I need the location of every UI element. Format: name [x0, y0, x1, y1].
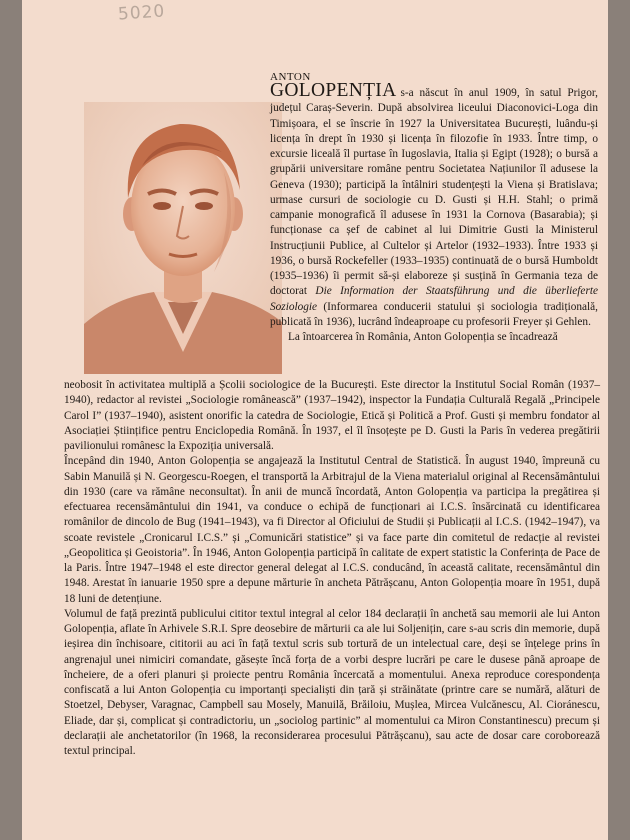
- author-portrait: [84, 102, 282, 374]
- bio-paragraph-1-end: (Informarea conducerii statului și sociologia tradițională, publicată în 1936), lucrând îndeaproape cu profesorii Freyer și Gehlen.: [270, 300, 599, 328]
- author-surname: GOLOPENȚIA: [270, 80, 397, 101]
- bio-full-width: [64, 378, 600, 759]
- thesis-title: Die Information der Staatsführung und die überlieferte Soziologie: [270, 285, 598, 313]
- bio-paragraph-1-text: s-a născut în anul 1909, în satul Prigor, județul Caraș-Severin. După absolvirea liceului Diaconovici-Loga din Timișoara, el se înscrie în 1927 la Universitatea București, luându-și licența în drept în 1930 și licența în filozofie în 1933. Între timp, o excursie liceală îl purtase în Iugoslavia, Italia și Egipt (1928); o bursă a grupării universitare române pentru Societatea Națiunilor îl adusese la Geneva (1930); participă la întâlniri studențești la Viena și Bratislava; urmase cursuri de sociologie cu D. Gusti și H.H. Stahl; o primă campanie monografică îl adusese în 1931 la Cornova (Basarabia); și funcționase ca șef de cabinet al lui Dimitrie Gusti la Ministerul Instrucțiunii Publice, al Cultelor și Artelor (1932–1933). Între 1933 și 1936, o bursă Rockefeller (1933–1935) continuată de o bursă Humboldt (1935–1936) îi permit să-și elaboreze și susțină în Germania teza de doctorat: [270, 87, 598, 298]
- portrait-photo: [84, 102, 282, 374]
- bio-paragraph-4: Volumul de față prezintă publicului cititor textul integral al celor 184 declarații în anchetă sau memorii ale lui Anton Golopenția, aflate în Arhivele S.R.I. Spre deosebire de mărturii ca ale lui Soljenițin, care s-au scris din memorie, după ieșirea din închisoare, cititorii au aci în față textul scris sub tortură de un intelectual care, deși se înțelege prins în angrenajul unei nimiciri comandate, găsește încă forța de a vorbi despre lucrări pe care le dusese până aproape de încheiere, de a oferi planuri și proiecte pentru România încercată a momentului. Anexa reproduce corespondența confiscată a lui Anton Golopenția cu importanți specialiști din țară și străinătate (printre care se numără, alături de Stoetzel, Debyser, Varagnac, Campbell sau Mosely, Manuilă, Brăiloiu, Mușlea, Mircea Vulcănescu, Al. Cioránescu, Eliade, dar și, complicat și contradictoriu, un „sociolog partinic” al momentului ca Miron Constantinescu) precum și declarații ale anchetatorilor (în 1968, la reconsiderarea procesului Pătrășcanu), sau acte de dosar care coroborează textul principal.: [64, 607, 600, 757]
- handwritten-number: 5020: [117, 1, 166, 25]
- author-first-name: ANTON: [270, 71, 311, 83]
- book-back-cover: [22, 0, 608, 840]
- bio-paragraph-2-start: La întoarcerea în România, Anton Golopenția se încadrează: [288, 331, 558, 343]
- bio-paragraph-2-rest: neobosit în activitatea multiplă a Școlii sociologice de la București. Este director la Institutul Social Român (1937–1940), redactor al revistei „Sociologie românească” (1937–1942), inspector la Fundația Culturală Regală „Principele Carol I” (1937–1940), asistent onorific la catedra de Sociologie, Etică și Politică a Prof. Gusti și membru fondator al Asociației Științifice pentru Enciclopedia Română. În 1937, el îl însoțește pe D. Gusti la Paris în vederea pregătirii pavilionului românesc la Expoziția universală.: [64, 379, 600, 452]
- bio-paragraph-3: Începând din 1940, Anton Golopenția se angajează la Institutul Central de Statistică. În august 1940, împreună cu Sabin Manuilă și N. Georgescu-Roegen, el transportă la Arbitrajul de la Viena materialul original al Recensământului din 1930 (care va rămâne neconsultat). În anii de muncă încordată, Anton Golopenția va participa la pregătirea și efectuarea recensământului din 1941, va conduce o echipă de funcționari ai I.C.S. însărcinată cu identificarea românilor de dincolo de Bug (1941–1943), va fi Director al Oficiului de Studii și Publicații al I.C.S. (1942–1947), va scoate revistele „Cronicarul I.C.S.” și „Comunicări statistice” și va face parte din comitetul de redacție al revistei „Geopolitica și Geoistoria”. În 1946, Anton Golopenția participă în calitate de expert statistic la Conferința de Pace de la Paris. Între 1947–1948 el este director general delegat al I.C.S. conducând, în această calitate, recensământul din 1948. Arestat în ianuarie 1950 spre a depune mărturie în ancheta Pătrășcanu, Anton Golopenția moare în 1951, după 18 luni de detențiune.: [64, 455, 600, 605]
- author-intro-column: [270, 70, 598, 345]
- bio-paragraph-1: [270, 80, 599, 330]
